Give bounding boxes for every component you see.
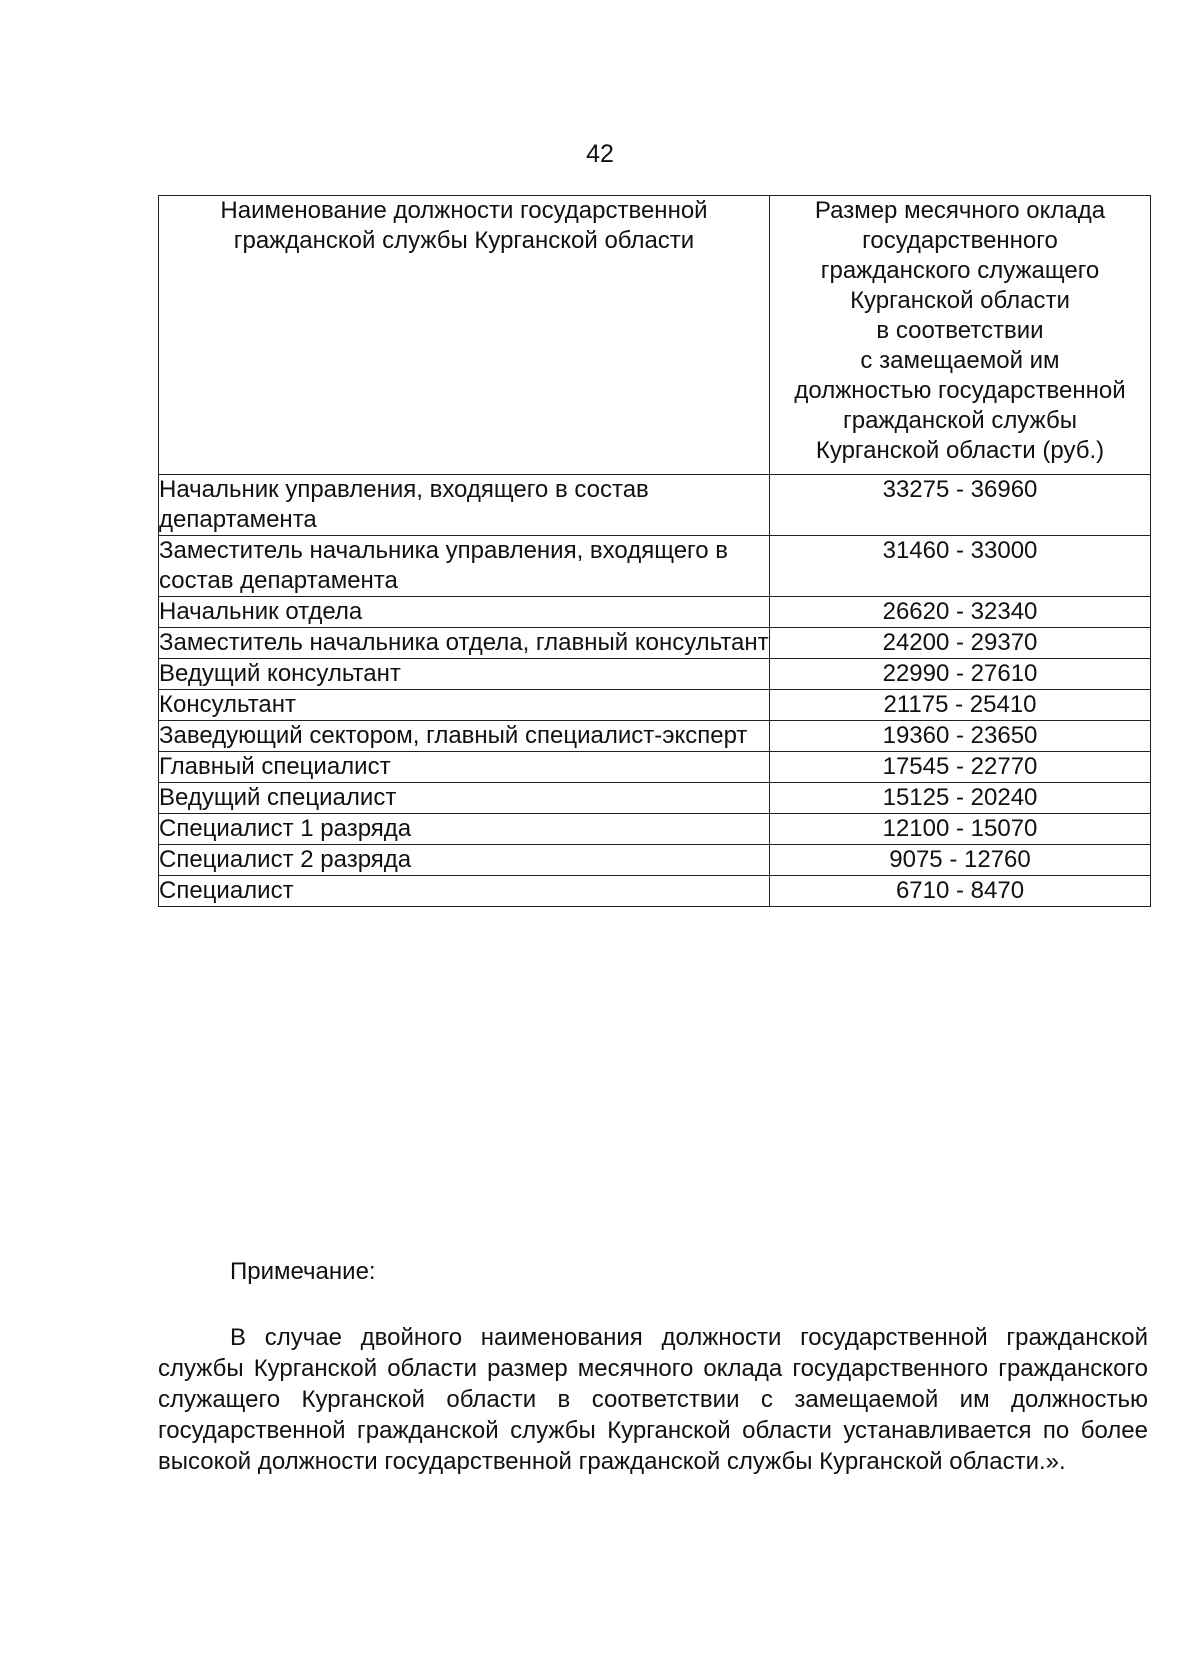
salary-cell: 22990 - 27610: [770, 659, 1151, 690]
position-cell: Заместитель начальника управления, входящего в состав департамента: [159, 536, 770, 597]
position-cell: Заведующий сектором, главный специалист-эксперт: [159, 721, 770, 752]
header-salary: [770, 196, 1151, 475]
table-row: [159, 659, 1151, 690]
note-text: В случае двойного наименования должности государственной гражданской службы Курганской области размер месячного оклада государственного гражданского служащего Курганской области в соответствии с замещаемой им должностью государственной гражданской службы Курганской области устанавливается по более высокой должности государственной гражданской службы Курганской области.».: [158, 1324, 1148, 1475]
salary-cell: 19360 - 23650: [770, 721, 1151, 752]
table-row: [159, 690, 1151, 721]
page-number: 42: [586, 140, 614, 168]
position-cell: Ведущий специалист: [159, 783, 770, 814]
salary-cell: 15125 - 20240: [770, 783, 1151, 814]
header-salary-line: государственного: [862, 227, 1058, 254]
header-salary-line: Курганской области (руб.): [815, 437, 1105, 464]
table-row: [159, 536, 1151, 597]
salary-table: [158, 195, 1151, 907]
header-salary-line: гражданской службы: [843, 407, 1077, 434]
header-position: Наименование должности государственной гражданской службы Курганской области: [159, 196, 770, 475]
salary-cell: 17545 - 22770: [770, 752, 1151, 783]
position-cell: Ведущий консультант: [159, 659, 770, 690]
position-cell: Специалист 1 разряда: [159, 814, 770, 845]
table-row: [159, 597, 1151, 628]
table-header-row: [159, 196, 1151, 475]
salary-cell: 31460 - 33000: [770, 536, 1151, 597]
position-cell: Специалист: [159, 876, 770, 907]
table-row: [159, 752, 1151, 783]
header-salary-line: гражданского служащего: [820, 257, 1100, 284]
salary-cell: 24200 - 29370: [770, 628, 1151, 659]
table-row: [159, 814, 1151, 845]
salary-cell: 6710 - 8470: [770, 876, 1151, 907]
table-row: [159, 845, 1151, 876]
header-salary-line: Курганской области: [850, 287, 1070, 314]
table-row: [159, 628, 1151, 659]
position-cell: Начальник отдела: [159, 597, 770, 628]
salary-cell: 12100 - 15070: [770, 814, 1151, 845]
header-salary-line: с замещаемой им: [860, 347, 1060, 374]
salary-cell: 26620 - 32340: [770, 597, 1151, 628]
table-row: [159, 783, 1151, 814]
header-salary-line: должностью государственной: [794, 377, 1126, 404]
position-cell: Заместитель начальника отдела, главный консультант: [159, 628, 770, 659]
position-cell: Главный специалист: [159, 752, 770, 783]
table-row: [159, 721, 1151, 752]
salary-cell: 33275 - 36960: [770, 475, 1151, 536]
header-salary-line: Размер месячного оклада: [814, 197, 1106, 224]
position-cell: Специалист 2 разряда: [159, 845, 770, 876]
position-cell: Начальник управления, входящего в состав департамента: [159, 475, 770, 536]
position-cell: Консультант: [159, 690, 770, 721]
salary-cell: 9075 - 12760: [770, 845, 1151, 876]
table-row: [159, 475, 1151, 536]
salary-cell: 21175 - 25410: [770, 690, 1151, 721]
table-row: [159, 876, 1151, 907]
note-title: Примечание:: [230, 1258, 376, 1285]
header-salary-line: в соответствии: [876, 317, 1044, 344]
